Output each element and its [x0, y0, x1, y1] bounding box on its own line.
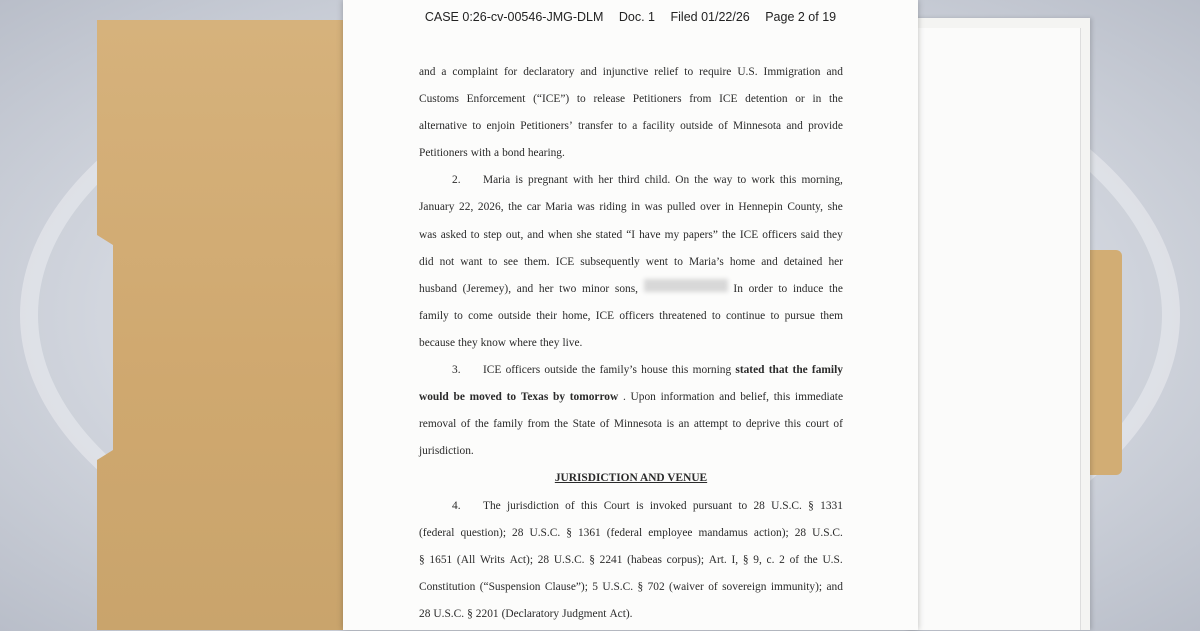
word: alternative [419, 120, 468, 133]
word: this [580, 499, 598, 512]
word: because [419, 336, 456, 349]
word: removal [419, 418, 457, 431]
word: riding [599, 201, 627, 214]
word: sons, [614, 282, 638, 295]
word: State [572, 418, 596, 431]
word: Maria’s [688, 255, 724, 268]
word: U.S.C. [529, 526, 561, 539]
word: to [472, 120, 482, 133]
word: order [748, 282, 773, 295]
word: Upon [630, 391, 656, 404]
word: car [526, 201, 541, 214]
word: for [503, 66, 518, 78]
word: the [829, 282, 843, 295]
filed-date: Filed 01/22/26 [670, 10, 750, 24]
word: Maria [483, 174, 511, 187]
word: them. [524, 255, 550, 268]
word: Writs [480, 553, 505, 566]
word: to [618, 120, 627, 133]
text-line [419, 306, 843, 333]
word: this [671, 364, 689, 377]
word: § [637, 580, 644, 593]
word: they [823, 228, 843, 241]
word: come [468, 309, 493, 322]
word: sovereign [722, 580, 767, 593]
word: not [439, 255, 455, 268]
word: 28 [753, 499, 765, 512]
word: the [508, 201, 523, 214]
word: from [689, 93, 712, 106]
text-line [419, 387, 843, 414]
word: bond [502, 147, 525, 160]
text-line [419, 170, 843, 197]
word: over [700, 201, 721, 214]
paragraph-number: 4. [452, 499, 461, 512]
word: 28 [419, 607, 431, 620]
word: the [554, 418, 569, 431]
word: the [829, 93, 843, 106]
word: § [419, 553, 425, 566]
word: invoked [649, 499, 687, 512]
word: of [460, 418, 471, 431]
word: home [729, 255, 756, 268]
word: this [773, 391, 791, 404]
word: with [572, 174, 594, 187]
word: of [565, 499, 575, 512]
word: know [480, 336, 506, 349]
word: provide [808, 120, 843, 133]
text-line [419, 360, 843, 387]
word: them [820, 309, 843, 322]
word: she [827, 201, 843, 214]
word: facility [642, 120, 675, 133]
word: live. [562, 336, 583, 349]
doc-number: Doc. 1 [618, 10, 656, 24]
word: with [470, 147, 491, 160]
case-header [343, 10, 918, 24]
word: was [644, 201, 663, 214]
word: detention [745, 93, 788, 106]
word: to [506, 391, 517, 404]
word: officers [619, 309, 654, 322]
word: 22, [459, 201, 474, 214]
word: officers [762, 228, 797, 241]
text-line [419, 333, 843, 360]
word: be [453, 391, 465, 404]
word: § [589, 553, 595, 566]
word: transfer [578, 120, 613, 133]
word: § [742, 553, 749, 566]
word: is [666, 418, 675, 431]
word: U.S.C. [553, 553, 585, 566]
word: and [826, 66, 843, 78]
paragraph-number: 2. [452, 174, 461, 187]
word: of [708, 580, 718, 593]
word: 2026, [477, 201, 504, 214]
word: Customs [419, 93, 459, 106]
word: 2241 [599, 553, 623, 566]
word: (“Suspension [479, 580, 541, 593]
word: her [598, 174, 613, 187]
document-body [419, 62, 843, 631]
word: papers” [683, 228, 718, 241]
word: I, [731, 553, 739, 566]
word: declaratory [523, 66, 575, 78]
word: Hennepin [738, 201, 783, 214]
word: Art. [708, 553, 727, 566]
word: U.S.C. [812, 526, 843, 539]
word: Minnesota [613, 418, 662, 431]
word: (federal [606, 526, 643, 539]
word: Clause”); [544, 580, 588, 593]
text-line [419, 523, 843, 550]
word: family’s [599, 364, 637, 377]
word: On [675, 174, 690, 187]
word: that [768, 364, 789, 377]
word: and [516, 282, 534, 295]
word: they [539, 336, 560, 349]
word: to [576, 93, 586, 106]
word: third [617, 174, 640, 187]
word: an [678, 418, 690, 431]
word: this [784, 418, 801, 431]
word: to [453, 309, 463, 322]
word: officers [505, 364, 541, 377]
word: said [800, 228, 820, 241]
word: my [664, 228, 680, 241]
word: U.S. [822, 553, 843, 566]
word: a [494, 147, 500, 160]
word: U.S. [737, 66, 758, 78]
paper-stack-sheet [905, 28, 1081, 630]
word: (“ICE”) [533, 93, 570, 106]
word: Court [603, 499, 630, 512]
word: immunity); [770, 580, 823, 593]
word: Petitioners’ [520, 120, 573, 133]
word: pursuant [692, 499, 733, 512]
word: minor [581, 282, 610, 295]
word: from [527, 418, 550, 431]
word: § [566, 526, 572, 539]
word: The [483, 499, 501, 512]
word: and [719, 391, 736, 404]
manila-folder [97, 20, 357, 630]
text-line [419, 604, 843, 631]
text-line [419, 143, 843, 170]
word: the [803, 553, 818, 566]
word: a [441, 66, 447, 78]
word: 9, [753, 553, 762, 566]
word: house [641, 364, 668, 377]
word: asked [440, 228, 467, 241]
word: c. [766, 553, 775, 566]
word: outside [680, 120, 713, 133]
word: family [419, 309, 449, 322]
word: to [738, 499, 748, 512]
word: require [699, 66, 732, 78]
word: jurisdiction. [419, 445, 474, 458]
text-line [419, 279, 843, 306]
word: (Declaratory [501, 607, 560, 620]
word: and [761, 255, 778, 268]
word: threatened [659, 309, 707, 322]
word: or [795, 93, 805, 106]
text-line [419, 225, 843, 252]
word: would [419, 391, 449, 404]
word: Petitioners [419, 147, 468, 160]
word: 1331 [820, 499, 843, 512]
word: was [577, 201, 595, 214]
word: is [515, 174, 523, 187]
word: the [694, 174, 709, 187]
word: County, [787, 201, 823, 214]
paragraph-number: 3. [452, 364, 461, 377]
word: two [559, 282, 577, 295]
word: 28 [794, 526, 807, 539]
word: (waiver [669, 580, 704, 593]
word: of [599, 418, 610, 431]
word: ICE [555, 255, 575, 268]
word: did [419, 255, 434, 268]
word: induce [792, 282, 824, 295]
word: Enforcement [466, 93, 526, 106]
word: U.S.C. [433, 607, 465, 620]
word: the [721, 228, 736, 241]
word: when [547, 228, 573, 241]
word: child. [644, 174, 671, 187]
word: complaint [452, 66, 498, 78]
word: continue [725, 309, 766, 322]
word: outside [498, 309, 531, 322]
word: see [503, 255, 519, 268]
word: 28 [537, 553, 550, 566]
redacted-names [644, 279, 728, 292]
word: to [737, 174, 747, 187]
word: to [770, 309, 780, 322]
word: Judgment [562, 607, 607, 620]
word: subsequently [580, 255, 640, 268]
word: (Jeremey), [462, 282, 512, 295]
word: their [536, 309, 558, 322]
word: tomorrow [569, 391, 619, 404]
word: family [493, 418, 523, 431]
word: § [467, 607, 473, 620]
word: outside [544, 364, 578, 377]
word: morning [692, 364, 732, 377]
word: way [713, 174, 733, 187]
word: 1651 [429, 553, 453, 566]
word: want [460, 255, 483, 268]
word: the [792, 364, 808, 377]
word: U.S.C. [602, 580, 634, 593]
word: and [826, 580, 843, 593]
text-line [419, 252, 843, 279]
page-number: Page 2 of 19 [765, 10, 837, 24]
word: relief [654, 66, 679, 78]
word: stated [735, 364, 765, 377]
word: to [778, 282, 788, 295]
word: in [631, 201, 641, 214]
word: stated [595, 228, 623, 241]
text-line [419, 550, 843, 577]
word: to [732, 418, 742, 431]
word: and [527, 228, 544, 241]
word: to [470, 228, 480, 241]
word: was [419, 228, 437, 241]
word: Petitioners [632, 93, 682, 106]
word: husband [419, 282, 457, 295]
word: (federal [419, 526, 455, 539]
text-line [419, 89, 843, 116]
word: in [812, 93, 822, 106]
word: out, [505, 228, 524, 241]
word: corpus); [666, 553, 704, 566]
word: January [419, 201, 455, 214]
word: and [580, 66, 597, 78]
word: question); [460, 526, 507, 539]
word: and [786, 120, 803, 133]
word: (All [456, 553, 476, 566]
word: went [645, 255, 668, 268]
word: ICE [719, 93, 738, 106]
word: 2201 [475, 607, 499, 620]
word: step [483, 228, 502, 241]
word: Minnesota [733, 120, 782, 133]
word: pregnant [528, 174, 568, 187]
word: hearing. [527, 147, 565, 160]
word: Act); [509, 553, 533, 566]
word: mandamus [698, 526, 748, 539]
word: information [660, 391, 715, 404]
word: the [581, 364, 596, 377]
text-line [419, 197, 843, 224]
word: court [805, 418, 829, 431]
word: Act). [609, 607, 633, 620]
word: where [508, 336, 537, 349]
word: Texas [520, 391, 549, 404]
word: § [808, 499, 814, 512]
word: she [576, 228, 592, 241]
word: “I [626, 228, 636, 241]
word: injunctive [602, 66, 649, 78]
word: work [751, 174, 775, 187]
word: belief, [740, 391, 770, 404]
word: 1361 [577, 526, 601, 539]
text-line [419, 496, 843, 523]
word: enjoin [486, 120, 515, 133]
document-page [343, 0, 918, 630]
word: in [724, 201, 734, 214]
word: to [674, 255, 683, 268]
word: to [711, 309, 721, 322]
word: they [458, 336, 478, 349]
text-line [419, 577, 843, 604]
word: by [552, 391, 566, 404]
word: release [593, 93, 626, 106]
word: morning, [801, 174, 843, 187]
word: ICE [739, 228, 759, 241]
text-line [419, 414, 843, 441]
word: jurisdiction [507, 499, 559, 512]
word: moved [469, 391, 502, 404]
word: 28 [512, 526, 524, 539]
word: her [538, 282, 554, 295]
word: Immigration [763, 66, 821, 78]
word: to [488, 255, 498, 268]
word: is [635, 499, 644, 512]
word: have [639, 228, 661, 241]
word: Constitution [419, 580, 476, 593]
word: Maria [545, 201, 573, 214]
case-number: CASE 0:26-cv-00546-JMG-DLM [424, 10, 604, 24]
word: of [718, 120, 728, 133]
word: family [811, 364, 843, 377]
word: pulled [666, 201, 696, 214]
word: 702 [647, 580, 665, 593]
word: her [828, 255, 843, 268]
word: and [419, 66, 436, 78]
word: of [789, 553, 800, 566]
word: the [474, 418, 489, 431]
word: U.S.C. [771, 499, 802, 512]
word: pursue [784, 309, 815, 322]
word: deprive [745, 418, 781, 431]
text-line [419, 441, 843, 468]
word: ICE [483, 364, 502, 377]
word: action); [753, 526, 789, 539]
word: (habeas [627, 553, 662, 566]
word: immediate [794, 391, 843, 404]
text-line [419, 116, 843, 143]
word: ICE [595, 309, 615, 322]
word: employee [648, 526, 693, 539]
word: a [632, 120, 638, 133]
word: In [733, 282, 743, 295]
text-line [419, 62, 843, 89]
section-heading: JURISDICTION AND VENUE [554, 472, 708, 485]
word: . [622, 391, 626, 404]
word: of [833, 418, 843, 431]
word: this [779, 174, 797, 187]
word: detained [783, 255, 823, 268]
word: 2 [779, 553, 785, 566]
word: attempt [693, 418, 728, 431]
word: to [684, 66, 694, 78]
word: 5 [592, 580, 598, 593]
word: home, [562, 309, 591, 322]
